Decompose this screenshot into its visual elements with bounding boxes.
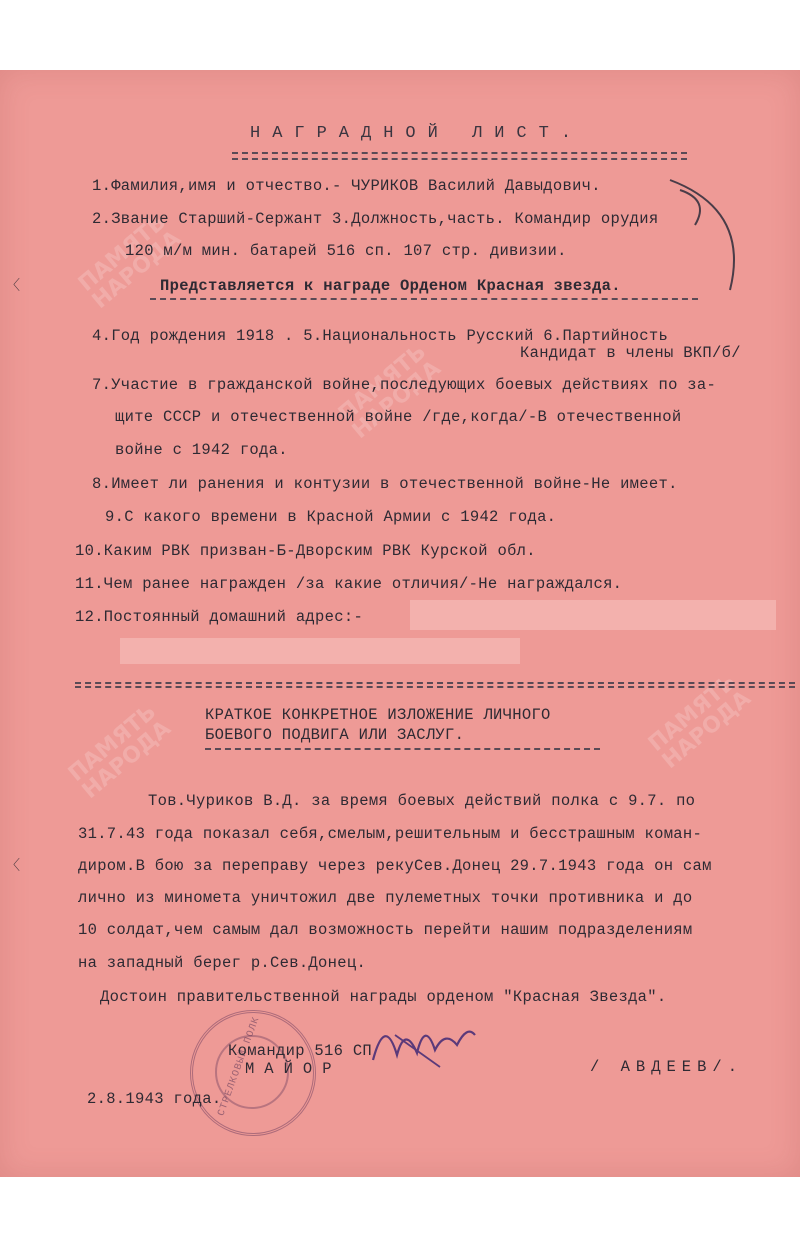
field-birth-nationality-party: 4.Год рождения 1918 . 5.Национальность Русский 6.Партийность bbox=[92, 327, 669, 345]
handwritten-signature-icon bbox=[365, 1005, 485, 1075]
watermark: ПАМЯТЬ НАРОДА bbox=[333, 339, 446, 444]
redacted-address bbox=[120, 638, 520, 664]
field-rank-position: 2.Звание Старший-Сержант 3.Должность,часть. Командир орудия bbox=[92, 210, 659, 228]
stamp-text: СТРЕЛКОВЫЙ ПОЛК bbox=[216, 1015, 263, 1118]
document-sheet bbox=[0, 70, 800, 1177]
redacted-address bbox=[410, 600, 776, 630]
summary-heading: БОЕВОГО ПОДВИГА ИЛИ ЗАСЛУГ. bbox=[205, 726, 465, 744]
summary-line: Тов.Чуриков В.Д. за время боевых действий полка с 9.7. по bbox=[148, 792, 696, 810]
summary-line: на западный берег р.Сев.Донец. bbox=[78, 954, 367, 972]
field-name: 1.Фамилия,имя и отчество.- ЧУРИКОВ Василий Давыдович. bbox=[92, 177, 601, 195]
summary-line: 10 солдат,чем самым дал возможность перейти нашим подразделениям bbox=[78, 921, 693, 939]
summary-heading: КРАТКОЕ КОНКРЕТНОЕ ИЗЛОЖЕНИЕ ЛИЧНОГО bbox=[205, 706, 551, 724]
title-underline bbox=[232, 152, 687, 154]
field-participation: щите СССР и отечественной войне /где,когда/-В отечественной bbox=[115, 408, 682, 426]
field-participation: 7.Участие в гражданской войне,последующих боевых действиях по за- bbox=[92, 376, 717, 394]
watermark: ПАМЯТЬ НАРОДА bbox=[643, 669, 756, 774]
field-unit: 120 м/м мин. батарей 516 сп. 107 стр. дивизии. bbox=[125, 242, 567, 260]
field-previous-awards: 11.Чем ранее награжден /за какие отличия/-Не награждался. bbox=[75, 575, 623, 593]
award-underline bbox=[150, 298, 698, 300]
award-line: Представляется к награде Орденом Красная звезда. bbox=[160, 277, 621, 295]
signatory-name: / АВДЕЕВ/. bbox=[590, 1058, 744, 1076]
field-wounds: 8.Имеет ли ранения и контузии в отечественной войне-Не имеет. bbox=[92, 475, 678, 493]
summary-line: 31.7.43 года показал себя,смелым,решительным и бесстрашным коман- bbox=[78, 825, 703, 843]
signatory-position: Командир 516 СП bbox=[228, 1042, 373, 1060]
section-divider bbox=[75, 682, 795, 688]
punch-mark: 〈 bbox=[6, 279, 20, 295]
punch-mark: 〈 bbox=[6, 859, 20, 875]
page-title: НАГРАДНОЙ ЛИСТ. bbox=[250, 124, 584, 143]
watermark: ПАМЯТЬ НАРОДА bbox=[63, 699, 176, 804]
summary-line: диром.В бою за переправу через рекуСев.Донец 29.7.1943 года он сам bbox=[78, 857, 712, 875]
signatory-rank: МАЙОР bbox=[245, 1060, 342, 1078]
title-underline bbox=[232, 158, 687, 160]
pencil-mark-icon bbox=[650, 170, 760, 300]
field-party-status: Кандидат в члены ВКП/б/ bbox=[520, 344, 741, 362]
watermark: ПАМЯТЬ НАРОДА bbox=[73, 209, 186, 314]
field-service-since: 9.С какого времени в Красной Армии с 1942 года. bbox=[105, 508, 557, 526]
summary-underline bbox=[205, 748, 600, 750]
field-conscription-office: 10.Каким РВК призван-Б-Дворским РВК Курской обл. bbox=[75, 542, 536, 560]
document-date: 2.8.1943 года. bbox=[87, 1090, 222, 1108]
field-home-address: 12.Постоянный домашний адрес:- bbox=[75, 608, 364, 626]
worthy-statement: Достоин правительственной награды орденом "Красная Звезда". bbox=[100, 988, 667, 1006]
field-participation: войне с 1942 года. bbox=[115, 441, 288, 459]
summary-line: лично из миномета уничтожил две пулеметных точки противника и до bbox=[78, 889, 693, 907]
